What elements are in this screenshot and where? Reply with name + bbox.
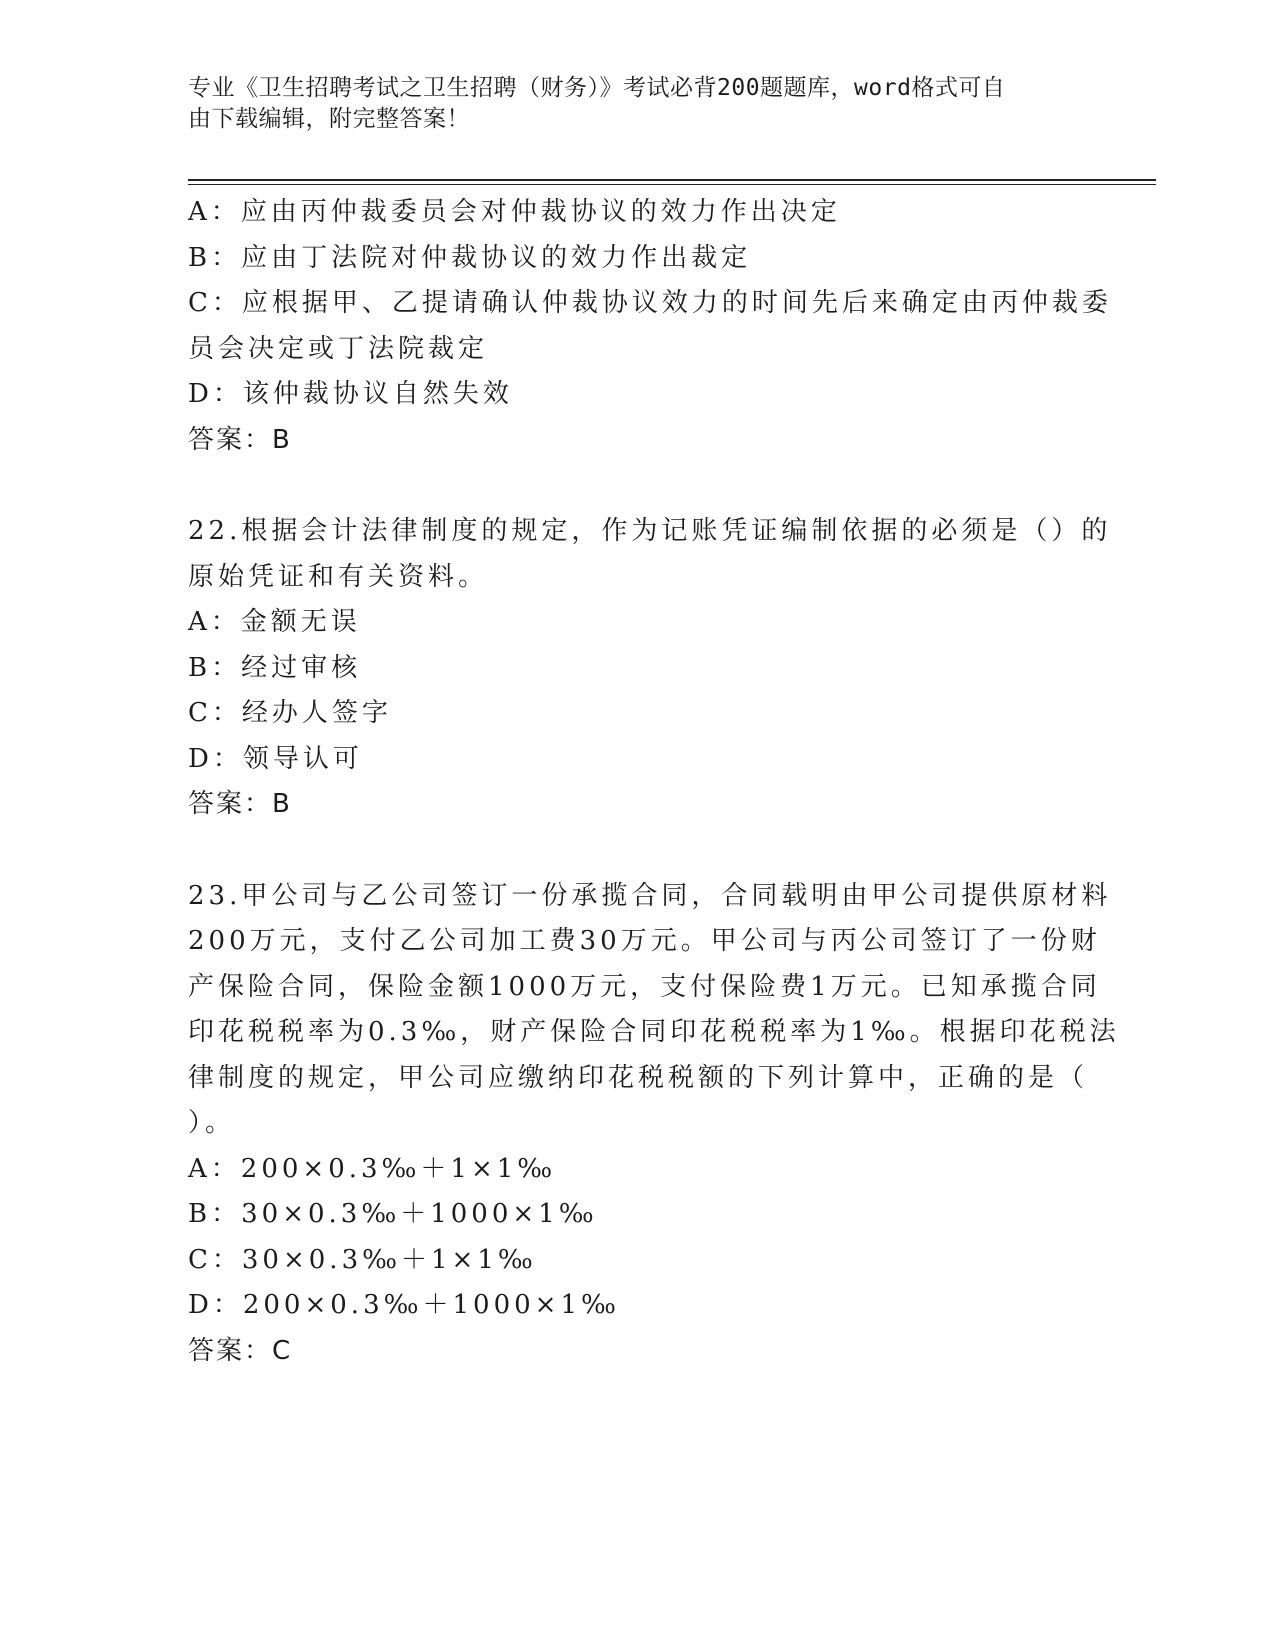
option-line: D：领导认可 [188,743,363,774]
question-block [188,190,1112,463]
option-line: C：应根据甲、乙提请确认仲裁协议效力的时间先后来确定由丙仲裁委 [188,288,1112,318]
question-text-line: 原始凭证和有关资料。 [188,561,489,592]
question-list [188,190,1120,1374]
question-text-line: 200万元，支付乙公司加工费30万元。甲公司与丙公司签订了一份财 [188,926,1101,956]
option-line: A：200×0.3‰＋1×1‰ [188,1153,557,1184]
answer-line: 答案：B [188,789,292,819]
block-spacer [188,828,1078,874]
header-line: 由下载编辑，附完整答案！ [188,106,470,132]
option-line: B：应由丁法院对仲裁协议的效力作出裁定 [188,242,752,273]
header-line: 专业《卫生招聘考试之卫生招聘（财务）》考试必背200题题库，word格式可自 [188,75,1006,101]
block-spacer [188,463,1078,509]
option-line: D：200×0.3‰＋1000×1‰ [188,1290,620,1320]
question-block [188,874,1120,1375]
option-line: C：经办人签字 [188,698,392,728]
question-text-line: ）。 [188,1108,236,1138]
answer-line: 答案：C [188,1335,293,1366]
option-line: C：30×0.3‰＋1×1‰ [188,1244,537,1275]
question-text-line: 产保险合同，保险金额1000万元，支付保险费1万元。已知承揽合同 [188,971,1101,1002]
document-header [188,73,1088,135]
option-line: A：金额无误 [188,607,361,637]
question-text-line: 印花税税率为0.3‰，财产保险合同印花税税率为1‰。根据印花税法 [188,1017,1120,1047]
option-line: D：该仲裁协议自然失效 [188,379,513,409]
question-text-line: 律制度的规定，甲公司应缴纳印花税税额的下列计算中，正确的是（ [188,1062,1089,1093]
answer-line: 答案：B [188,424,292,455]
question-text-line: 23.甲公司与乙公司签订一份承揽合同，合同载明由甲公司提供原材料 [188,880,1112,911]
option-line: B：经过审核 [188,652,362,683]
question-block [188,509,1112,828]
option-line: A：应由丙仲裁委员会对仲裁协议的效力作出决定 [188,197,841,227]
header-divider-thin [188,184,1156,185]
question-text-line: 22.根据会计法律制度的规定，作为记账凭证编制依据的必须是（）的 [188,516,1112,546]
option-line: B：30×0.3‰＋1000×1‰ [188,1199,598,1229]
option-line: 员会决定或丁法院裁定 [188,333,489,364]
header-divider-thick [188,179,1156,181]
